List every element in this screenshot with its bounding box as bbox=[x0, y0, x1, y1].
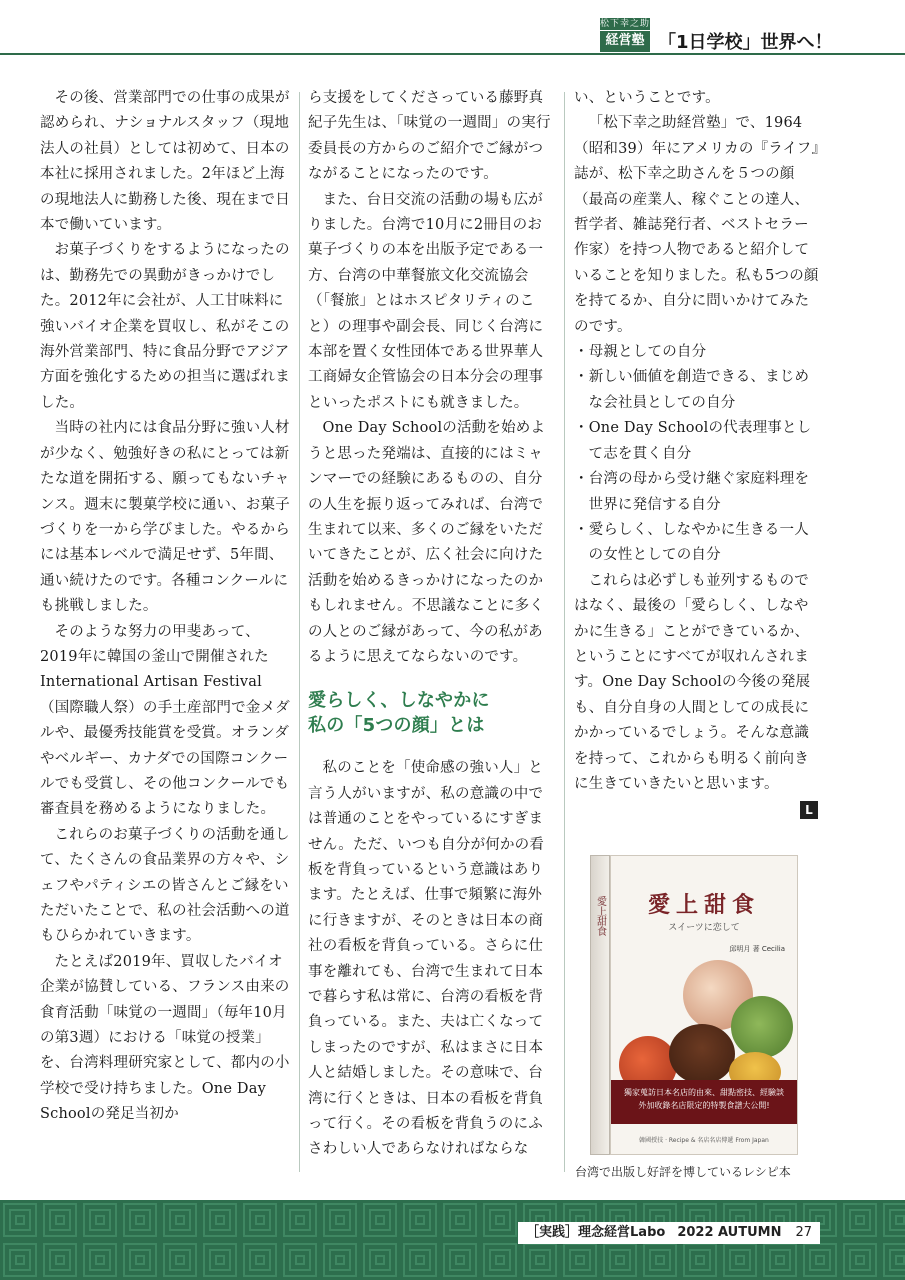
recipe-book-image bbox=[590, 855, 798, 1155]
end-mark-icon: L bbox=[800, 801, 818, 819]
paragraph: これらは必ずしも並列するものではなく、最後の「愛らしく、しなやかに生きる」ことができているか、ということにすべてが収れんされます。One Day Schoolの今後の発展も、自分自身の人間としての成長にかかっているでしょう。そんな意識を持って、これからも明るく前向きに生きていきたいと思います。 bbox=[574, 572, 811, 792]
paragraph: また、台日交流の活動の場も広がりました。台湾で10月に2冊目のお菓子づくりの本を出版予定である一方、台湾の中華餐旅文化交流協会（「餐旅」とはホスピタリティのこと）の理事や副会長、同じく台湾に本部を置く女性団体である世界華人工商婦女企管協会の日本分会の理事といったポストにも就きました。 bbox=[308, 191, 544, 411]
heading-line-1: 愛らしく、しなやかに bbox=[308, 690, 490, 712]
book-band-line-1: 獨家蒐訪日本名店的由來、甜點密技、經驗談 bbox=[624, 1088, 784, 1097]
book-spine bbox=[590, 855, 610, 1155]
sweets-photo-icon bbox=[731, 996, 793, 1058]
heading-line-2: 私の「5つの顔」とは bbox=[308, 715, 485, 737]
page-header bbox=[0, 0, 905, 58]
paragraph: ら支援をしてくださっている藤野真紀子先生は、「味覚の一週間」の実行委員長の方からのご紹介でご縁がつながることになったのです。 bbox=[308, 90, 551, 183]
paragraph: 「松下幸之助経営塾」で、1964（昭和39）年にアメリカの『ライフ』誌が、松下幸之助さんを５つの顔（最高の産業人、稼ぐことの達人、哲学者、雑誌発行者、ベストセラー作家）を持つ人物であると紹介していることを知りました。私も5つの顔を持てるか、自分に問いかけてみたのです。 bbox=[574, 115, 819, 335]
list-item: ・台湾の母から受け継ぐ家庭料理を世界に発信する自分 bbox=[574, 471, 810, 513]
paragraph: 私のことを「使命感の強い人」と言う人がいますが、私の意識の中では普通のことをやっているにすぎません。ただ、いつも自分が何かの看板を背負っているという意識はあります。たとえば、仕事で頻繁に海外に行きますが、そのときは日本の商社の看板を背負っている。さらに仕事を離れても、台湾で生まれて日本で暮らす私は常に、台湾の看板を背負っている。また、夫は亡くなってしまったのですが、私はまさに日本人と結婚しました。その意味で、台湾に行くときは、日本の看板を背負って行く。その看板を背負うのにふさわしい人であらなければならな bbox=[308, 760, 545, 1158]
page-footer bbox=[0, 1200, 905, 1280]
book-cover bbox=[610, 855, 798, 1155]
issue-label: 2022 AUTUMN bbox=[677, 1225, 782, 1240]
list-item: ・母親としての自分 bbox=[574, 344, 707, 361]
paragraph: い、ということです。 bbox=[574, 90, 720, 106]
list-item: ・One Day Schoolの代表理事として志を貫く自分 bbox=[574, 420, 812, 462]
paragraph: One Day Schoolの活動を始めようと思った発端は、直接的にはミャンマーでの経験にあるものの、自分の人生を振り返ってみれば、台湾で生まれて以来、多くのご縁をいただいてきたことが、広く社会に向けた活動を始めるきっかけになったのかもしれません。不思議なことに多くの人とのご縁があって、今の私があるように思えてならないのです。 bbox=[308, 420, 546, 665]
publication-name: 理念経営Labo bbox=[578, 1225, 666, 1240]
book-author: 邱明月 著 Cecilia bbox=[729, 945, 785, 953]
text-column-2 bbox=[308, 86, 552, 1163]
book-band-line-2: 外加收錄名店限定的特製食譜大公開! bbox=[638, 1101, 770, 1110]
paragraph: 当時の社内には食品分野に強い人材が少なく、勉強好きの私にとっては新たな道を開拓する、願ってもないチャンス。週末に製菓学校に通い、お菓子づくりを一から学びました。やるからには基本レベルで満足せず、5年間、通い続けたのです。各種コンクールにも挑戦しました。 bbox=[40, 420, 290, 615]
keieijuku-logo bbox=[600, 18, 650, 52]
list-item: ・新しい価値を創造できる、まじめな会社員としての自分 bbox=[574, 369, 810, 411]
paragraph: そのような努力の甲斐あって、2019年に韓国の釜山で開催されたInternational Artisan Festival（国際職人祭）の手土産部門で金メダルや、最優秀技能賞を受賞。オランダやベルギー、カナダでの国際コンクールでも受賞し、その他コンクールでも審査員を務めるようになりました。 bbox=[40, 623, 290, 818]
series-title: 「1日学校」世界へ！ bbox=[658, 32, 833, 53]
paragraph: これらのお菓子づくりの活動を通して、たくさんの食品業界の方々や、シェフやパティシエの皆さんとご縁をいただいたことで、私の社会活動への道もひらかれていきます。 bbox=[40, 826, 290, 945]
header-rule bbox=[0, 53, 905, 55]
column-divider bbox=[564, 92, 565, 1172]
paragraph: お菓子づくりをするようになったのは、勤務先での異動がきっかけでした。2012年に会社が、人工甘味料に強いバイオ企業を買収し、私がそこの海外営業部門、特に食品分野でアジア方面を強化するための担当に選ばれました。 bbox=[40, 242, 290, 411]
page-number: 27 bbox=[795, 1225, 813, 1240]
section-heading bbox=[308, 688, 552, 738]
column-divider bbox=[299, 92, 300, 1172]
book-spine-title: 愛上甜食 bbox=[594, 896, 606, 936]
image-caption: 台湾で出版し好評を博しているレシピ本 bbox=[575, 1165, 791, 1179]
book-title: 愛上甜食 bbox=[647, 892, 760, 918]
list-item: ・愛らしく、しなやかに生きる一人の女性としての自分 bbox=[574, 521, 809, 564]
five-faces-list bbox=[574, 340, 820, 569]
publication-prefix: ［実践］ bbox=[526, 1225, 579, 1240]
book-cover-footer: 韓國授技 · Recipe & 名店名店傳遞 From Japan bbox=[639, 1137, 769, 1144]
book-subtitle: スイーツに恋して bbox=[668, 923, 740, 933]
publication-label bbox=[518, 1222, 820, 1244]
logo-big-text: 経営塾 bbox=[605, 33, 645, 48]
paragraph: その後、営業部門での仕事の成果が認められ、ナショナルスタッフ（現地法人の社員）としては初めて、日本の本社に採用されました。2年ほど上海の現地法人に勤務した後、現在まで日本で働いています。 bbox=[40, 90, 290, 234]
book-band bbox=[611, 1080, 797, 1124]
sweets-photo-icon bbox=[669, 1024, 735, 1084]
text-column-1 bbox=[40, 86, 290, 1128]
logo-small-text: 松下幸之助 bbox=[600, 19, 651, 29]
paragraph: たとえば2019年、買収したバイオ企業が協賛している、フランス由来の食育活動「味覚の一週間」（毎年10月の第3週）における「味覚の授業」を、台湾料理研究家として、都内の小学校で受け持ちました。One Day Schoolの発足当初か bbox=[40, 953, 290, 1123]
text-column-3 bbox=[574, 86, 820, 819]
